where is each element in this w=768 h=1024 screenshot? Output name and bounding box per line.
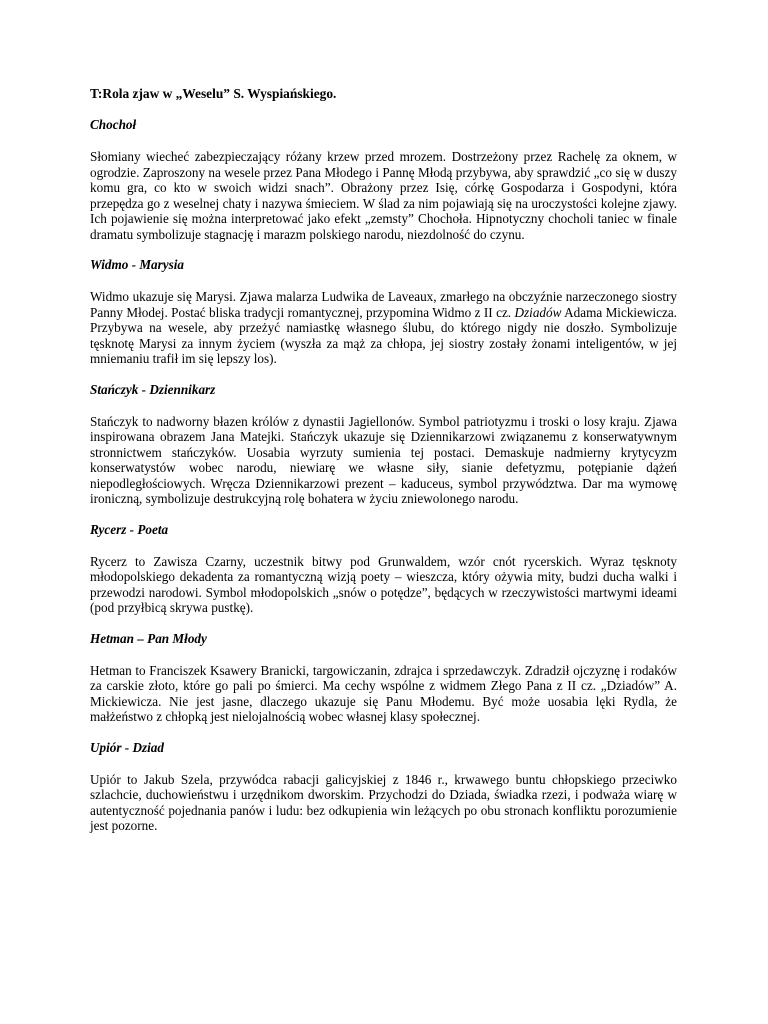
section-paragraph bbox=[90, 289, 677, 367]
section-paragraph: Słomiany wiecheć zabezpieczający różany krzew przed mrozem. Dostrzeżony przez Rachelę za oknem, w ogrodzie. Zaproszony na wesele przez Pana Młodego i Pannę Młodą przybywa, aby sprawdzić „co się w duszy komu gra, co kto w swoich widzi snach”. Obrażony przez Isię, córkę Gospodarza i Gospodyni, która przepędza go z weselnej chaty i nazywa śmieciem. W ślad za nim pojawiają się na uroczystości kolejne zjawy. Ich pojawienie się można interpretować jako efekt „zemsty” Chochoła. Hipnotyczny chocholi taniec w finale dramatu symbolizuje stagnację i marazm polskiego narodu, niezdolność do czynu. bbox=[90, 149, 677, 242]
section-heading: Hetman – Pan Młody bbox=[90, 630, 207, 646]
section-paragraph: Stańczyk to nadworny błazen królów z dynastii Jagiellonów. Symbol patriotyzmu i troski o losy kraju. Zjawa inspirowana obrazem Jana Matejki. Stańczyk ukazuje się Dziennikarzowi związanemu z konserwatywnym stronnictwem stańczyków. Uosabia wyrzuty sumienia tej postaci. Demaskuje nadmierny krytycyzm konserwatystów wobec narodu, niewiarę we własne siły, sianie defetyzmu, potępianie dążeń niepodległościowych. Wręcza Dziennikarzowi prezent – kaduceus, symbol przywództwa. Dar ma wymowę ironiczną, symbolizuje destrukcyjną rolę bohatera w życiu zniewolonego narodu. bbox=[90, 413, 677, 506]
section-heading: Chochoł bbox=[90, 117, 137, 132]
section-heading: Widmo - Marysia bbox=[90, 257, 185, 272]
section-paragraph: Upiór to Jakub Szela, przywódca rabacji galicyjskiej z 1846 r., krwawego buntu chłopskiego przeciwko szlachcie, duchowieństwu i urzędnikom dworskim. Przychodzi do Dziada, świadka rzezi, i podważa wiarę w autentyczność pojednania panów i ludu: bez odkupienia win leżących po obu stronach konfliktu porozumienie jest pozorne. bbox=[90, 771, 677, 833]
section-paragraph: Rycerz to Zawisza Czarny, uczestnik bitwy pod Grunwaldem, wzór cnót rycerskich. Wyraz tęsknoty młodopolskiego dekadenta za romantyczną wizją poety – wieszcza, który ożywia mity, budzi ducha walki i przewodzi narodowi. Symbol młodopolskich „snów o potędze”, będących w rzeczywistości martwymi ideami (pod przyłbicą skrywa pustkę). bbox=[90, 553, 677, 615]
italic-title: Dziadów bbox=[514, 304, 562, 320]
section-rycerz-poeta bbox=[90, 522, 677, 616]
paragraph-text: Adama Mickiewicza. Przybywa na wesele, aby przeżyć namiastkę własnego ślubu, do którego nigdy nie doszło. Symbolizuje tęsknotę Marysi za innym życiem (wyszła za mąż za chłopa, jej siostry zostały żonami inteligentów, w jej mniemaniu trafił im się lepszy los). bbox=[90, 304, 677, 366]
section-chocholl bbox=[90, 117, 677, 242]
document-page bbox=[90, 86, 677, 849]
document-title: T:Rola zjaw w „Weselu” S. Wyspiańskiego. bbox=[90, 86, 337, 101]
section-heading: Rycerz - Poeta bbox=[90, 521, 169, 537]
section-heading: Stańczyk - Dziennikarz bbox=[90, 381, 216, 397]
paragraph-text: Widmo ukazuje się Marysi. Zjawa malarza Ludwika de Laveaux, zmarłego na obczyźnie narzeczonego siostry Panny Młodej. Postać bliska tradycji romantycznej, przypomina Widmo z II cz. bbox=[90, 289, 677, 320]
section-hetman-pan-mlody bbox=[90, 631, 677, 725]
section-upior-dziad bbox=[90, 740, 677, 834]
section-paragraph: Hetman to Franciszek Ksawery Branicki, targowiczanin, zdrajca i sprzedawczyk. Zdradził ojczyznę i rodaków za carskie złoto, które go pali po śmierci. Ma cechy wspólne z widmem Złego Pana z II cz. „Dziadów” A. Mickiewicza. Nie jest jasne, dlaczego ukazuje się Panu Młodemu. Być może uosabia lęki Rydla, że małżeństwo z chłopką jest nielojalnością wobec własnej klasy społecznej. bbox=[90, 662, 677, 724]
section-heading: Upiór - Dziad bbox=[90, 739, 164, 755]
section-widmo-marysia bbox=[90, 257, 677, 367]
section-stanczyk-dziennikarz bbox=[90, 382, 677, 507]
